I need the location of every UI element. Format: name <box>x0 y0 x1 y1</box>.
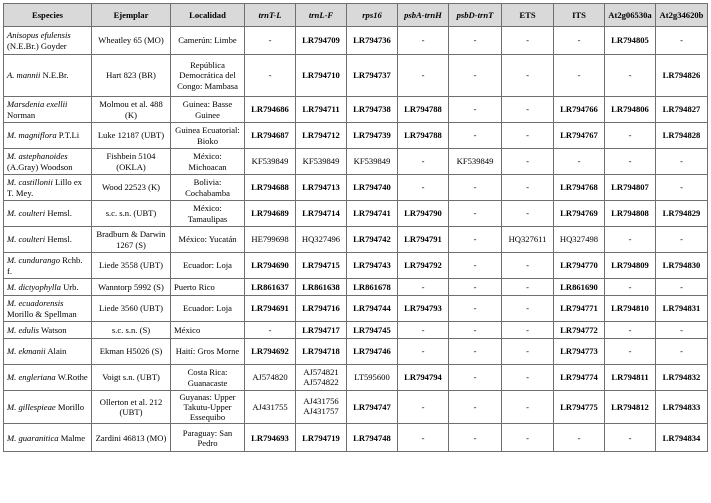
species-author: Hemsl. <box>45 208 72 219</box>
species-author: Malme <box>58 432 86 443</box>
species-name: M. castillonii <box>7 177 53 188</box>
accession-cell: LR794829 <box>656 201 708 227</box>
species-cell <box>4 424 92 452</box>
locality-cell: Bolivia: Cochabamba <box>171 175 245 201</box>
accession-cell: - <box>502 279 554 296</box>
species-cell <box>4 27 92 55</box>
locality-cell: Guinea: Basse Guinee <box>171 97 245 123</box>
species-name: M. ekmanii <box>7 346 46 357</box>
accession-cell: - <box>449 201 502 227</box>
accession-cell: LR794743 <box>347 253 398 279</box>
table-row <box>4 391 708 424</box>
accession-cell: - <box>398 149 449 175</box>
accession-cell: LR794747 <box>347 391 398 424</box>
accession-cell: - <box>502 55 554 97</box>
accession-cell: LR794686 <box>245 97 296 123</box>
table-row <box>4 365 708 391</box>
accession-cell: - <box>502 97 554 123</box>
accession-cell: - <box>449 55 502 97</box>
species-name: Marsdenia exellii <box>7 99 68 110</box>
accession-cell: LR794806 <box>605 97 656 123</box>
accession-cell: - <box>502 339 554 365</box>
accession-cell: LR794739 <box>347 123 398 149</box>
accession-cell: LR794736 <box>347 27 398 55</box>
species-cell <box>4 97 92 123</box>
species-name: M. gillespieae <box>7 402 56 413</box>
accession-cell: LR794794 <box>398 365 449 391</box>
specimen-cell: Wheatley 65 (MO) <box>92 27 171 55</box>
species-author: Watson <box>38 324 67 335</box>
header-at2g34620b: At2g34620b <box>656 4 708 27</box>
accession-cell: LR794788 <box>398 97 449 123</box>
species-name: M. ecuadorensis <box>7 298 64 309</box>
accession-cell: LR794744 <box>347 296 398 322</box>
accession-cell: LR794790 <box>398 201 449 227</box>
accession-cell: - <box>605 149 656 175</box>
accession-cell: LR794738 <box>347 97 398 123</box>
accession-cell: LR794834 <box>656 424 708 452</box>
table-row <box>4 123 708 149</box>
accession-cell: - <box>398 279 449 296</box>
species-name: A. mannii <box>7 70 41 81</box>
species-name: M. magniflora <box>7 130 57 141</box>
accession-cell: LR794714 <box>296 201 347 227</box>
species-cell <box>4 201 92 227</box>
accession-cell: - <box>449 227 502 253</box>
accession-cell: HQ327498 <box>554 227 605 253</box>
species-cell <box>4 253 92 279</box>
accession-cell: - <box>398 424 449 452</box>
accession-cell: LR794771 <box>554 296 605 322</box>
species-cell <box>4 175 92 201</box>
accession-cell: - <box>502 365 554 391</box>
specimen-cell: Fishbein 5104 (OKLA) <box>92 149 171 175</box>
species-author: (N.E.Br.) Goyder <box>7 40 67 51</box>
accession-cell: - <box>502 322 554 339</box>
species-author: (A.Gray) Woodson <box>7 161 73 172</box>
accession-cell: LR794687 <box>245 123 296 149</box>
accession-cell: - <box>449 339 502 365</box>
header-rps16: rps16 <box>347 4 398 27</box>
species-cell <box>4 339 92 365</box>
specimen-cell: Hart 823 (BR) <box>92 55 171 97</box>
table-row <box>4 97 708 123</box>
accession-cell: - <box>398 27 449 55</box>
accession-cell: LR794741 <box>347 201 398 227</box>
accession-cell: - <box>554 149 605 175</box>
species-cell <box>4 227 92 253</box>
species-author: N.E.Br. <box>40 70 69 81</box>
accession-cell: - <box>398 339 449 365</box>
table-row <box>4 296 708 322</box>
specimen-cell: s.c. s.n. (S) <box>92 322 171 339</box>
accession-cell: - <box>656 175 708 201</box>
locality-cell: República Democrática del Congo: Mambasa <box>171 55 245 97</box>
species-author: Lillo ex T. Mey. <box>7 177 82 198</box>
table-row <box>4 55 708 97</box>
accession-cell: LR794812 <box>605 391 656 424</box>
locality-cell: Guyanas: Upper Takutu-Upper Essequibo <box>171 391 245 424</box>
accession-cell: KF539849 <box>347 149 398 175</box>
specimen-cell: Voigt s.n. (UBT) <box>92 365 171 391</box>
accession-cell: LR794712 <box>296 123 347 149</box>
accession-cell: HQ327611 <box>502 227 554 253</box>
accession-cell: - <box>449 365 502 391</box>
accession-cell: LR794810 <box>605 296 656 322</box>
accession-cell: - <box>449 123 502 149</box>
accession-cell: - <box>656 279 708 296</box>
accession-cell: LR794715 <box>296 253 347 279</box>
species-cell <box>4 123 92 149</box>
accession-cell: - <box>502 175 554 201</box>
species-author: Alain <box>45 346 67 357</box>
accession-cell: LR794770 <box>554 253 605 279</box>
accession-cell: - <box>449 424 502 452</box>
accession-cell: LR794693 <box>245 424 296 452</box>
specimen-cell: Liede 3558 (UBT) <box>92 253 171 279</box>
table-row <box>4 149 708 175</box>
specimen-cell: Ollerton et al. 212 (UBT) <box>92 391 171 424</box>
accession-cell: LR794711 <box>296 97 347 123</box>
accession-cell: - <box>656 149 708 175</box>
accession-cell: - <box>605 279 656 296</box>
accession-cell: LR794689 <box>245 201 296 227</box>
accession-cell: LR794830 <box>656 253 708 279</box>
accession-cell: - <box>605 339 656 365</box>
accession-cell: LR794742 <box>347 227 398 253</box>
accession-cell: - <box>449 279 502 296</box>
accession-cell: LR794791 <box>398 227 449 253</box>
accession-cell: LR794793 <box>398 296 449 322</box>
table-row <box>4 227 708 253</box>
accession-cell: LR794826 <box>656 55 708 97</box>
accession-cell: - <box>502 149 554 175</box>
accession-cell: LR794688 <box>245 175 296 201</box>
locality-cell: México: Yucatán <box>171 227 245 253</box>
accession-cell: LR794833 <box>656 391 708 424</box>
accession-cell: AJ431755 <box>245 391 296 424</box>
specimen-cell: s.c. s.n. (UBT) <box>92 201 171 227</box>
table-row <box>4 279 708 296</box>
specimen-cell: Wanntorp 5992 (S) <box>92 279 171 296</box>
accession-cell: - <box>449 322 502 339</box>
specimen-cell: Zardini 46813 (MO) <box>92 424 171 452</box>
header-ejemplar: Ejemplar <box>92 4 171 27</box>
accession-cell: LR794805 <box>605 27 656 55</box>
header-its: ITS <box>554 4 605 27</box>
specimen-cell: Ekman H5026 (S) <box>92 339 171 365</box>
accession-cell: LR794717 <box>296 322 347 339</box>
accession-cell: - <box>398 55 449 97</box>
locality-cell: Puerto Rico <box>171 279 245 296</box>
accession-cell: LR794692 <box>245 339 296 365</box>
accession-cell: KF539849 <box>245 149 296 175</box>
accession-cell: - <box>656 227 708 253</box>
accession-cell: - <box>449 296 502 322</box>
accession-cell: LR794767 <box>554 123 605 149</box>
specimen-cell: Liede 3560 (UBT) <box>92 296 171 322</box>
species-author: Hemsl. <box>45 234 72 245</box>
species-cell <box>4 365 92 391</box>
accession-cell: LR794746 <box>347 339 398 365</box>
accession-cell: LR794690 <box>245 253 296 279</box>
table-row <box>4 424 708 452</box>
accession-cell: AJ574821 AJ574822 <box>296 365 347 391</box>
species-name: M. engleriana <box>7 372 56 383</box>
locality-cell: México: Michoacan <box>171 149 245 175</box>
accession-cell: - <box>449 391 502 424</box>
accession-cell: LR794774 <box>554 365 605 391</box>
accession-cell: - <box>656 27 708 55</box>
accession-cell: - <box>605 227 656 253</box>
locality-cell: Ecuador: Loja <box>171 296 245 322</box>
header-especies: Especies <box>4 4 92 27</box>
header-at2g06530a: At2g06530a <box>605 4 656 27</box>
accession-cell: LR794788 <box>398 123 449 149</box>
accession-cell: - <box>502 296 554 322</box>
table-row <box>4 27 708 55</box>
species-name: M. coulteri <box>7 208 46 219</box>
locality-cell: Ecuador: Loja <box>171 253 245 279</box>
accession-cell: LR861678 <box>347 279 398 296</box>
accession-cell: LR794710 <box>296 55 347 97</box>
accession-cell: HQ327496 <box>296 227 347 253</box>
species-author: Morillo <box>55 402 85 413</box>
accession-cell: AJ574820 <box>245 365 296 391</box>
accession-cell: - <box>656 339 708 365</box>
species-name: M. edulis <box>7 324 39 335</box>
accession-cell: LR794713 <box>296 175 347 201</box>
header-localidad: Localidad <box>171 4 245 27</box>
accession-cell: LT595600 <box>347 365 398 391</box>
header-row <box>4 4 708 27</box>
accession-cell: - <box>449 175 502 201</box>
accession-cell: - <box>502 123 554 149</box>
specimen-table <box>3 3 708 452</box>
accession-cell: - <box>502 27 554 55</box>
specimen-cell: Luke 12187 (UBT) <box>92 123 171 149</box>
accession-cell: LR794809 <box>605 253 656 279</box>
specimen-cell: Molmou et al. 488 (K) <box>92 97 171 123</box>
accession-cell: - <box>554 55 605 97</box>
accession-cell: - <box>245 55 296 97</box>
accession-cell: - <box>554 424 605 452</box>
species-author: P.T.Li <box>56 130 80 141</box>
accession-cell: LR794748 <box>347 424 398 452</box>
accession-cell: LR794772 <box>554 322 605 339</box>
species-cell <box>4 279 92 296</box>
locality-cell: México <box>171 322 245 339</box>
accession-cell: LR794807 <box>605 175 656 201</box>
species-name: M. guaranitica <box>7 432 59 443</box>
species-author: Norman <box>7 109 36 120</box>
specimen-cell: Bradburn & Darwin 1267 (S) <box>92 227 171 253</box>
accession-cell: KF539849 <box>449 149 502 175</box>
accession-cell: LR794709 <box>296 27 347 55</box>
accession-cell: LR794737 <box>347 55 398 97</box>
locality-cell: Guinea Ecuatorial: Bioko <box>171 123 245 149</box>
species-author: Urb. <box>60 281 79 292</box>
accession-cell: KF539849 <box>296 149 347 175</box>
accession-cell: LR861638 <box>296 279 347 296</box>
species-cell <box>4 322 92 339</box>
accession-cell: - <box>245 322 296 339</box>
table-body <box>4 27 708 452</box>
accession-cell: LR794775 <box>554 391 605 424</box>
accession-cell: LR794716 <box>296 296 347 322</box>
accession-cell: LR794718 <box>296 339 347 365</box>
accession-cell: LR794808 <box>605 201 656 227</box>
accession-cell: - <box>398 391 449 424</box>
accession-cell: - <box>605 322 656 339</box>
locality-cell: Paraguay: San Pedro <box>171 424 245 452</box>
accession-cell: - <box>502 391 554 424</box>
species-name: Anisopus efulensis <box>7 30 71 41</box>
header-psbd-trnt: psbD-trnT <box>449 4 502 27</box>
header-psba-trnh: psbA-trnH <box>398 4 449 27</box>
species-cell <box>4 296 92 322</box>
header-ets: ETS <box>502 4 554 27</box>
specimen-cell: Wood 22523 (K) <box>92 175 171 201</box>
accession-cell: LR861690 <box>554 279 605 296</box>
species-name: M. astephanoides <box>7 151 68 162</box>
accession-cell: LR794766 <box>554 97 605 123</box>
accession-cell: - <box>605 123 656 149</box>
accession-cell: LR794792 <box>398 253 449 279</box>
accession-cell: LR794828 <box>656 123 708 149</box>
header-trnl-f: trnL-F <box>296 4 347 27</box>
accession-cell: LR794827 <box>656 97 708 123</box>
table-row <box>4 253 708 279</box>
accession-cell: LR861637 <box>245 279 296 296</box>
accession-cell: - <box>398 322 449 339</box>
accession-cell: LR794773 <box>554 339 605 365</box>
species-name: M. dictyophylla <box>7 281 61 292</box>
accession-cell: - <box>502 201 554 227</box>
accession-cell: - <box>449 253 502 279</box>
accession-cell: - <box>502 253 554 279</box>
accession-cell: - <box>449 27 502 55</box>
locality-cell: Haití: Gros Morne <box>171 339 245 365</box>
accession-cell: AJ431756 AJ431757 <box>296 391 347 424</box>
table-row <box>4 339 708 365</box>
accession-cell: LR794691 <box>245 296 296 322</box>
accession-cell: LR794832 <box>656 365 708 391</box>
accession-cell: - <box>554 27 605 55</box>
accession-cell: LR794745 <box>347 322 398 339</box>
accession-cell: LR794768 <box>554 175 605 201</box>
table-row <box>4 175 708 201</box>
species-author: W.Rothe <box>55 372 88 383</box>
accession-cell: - <box>398 175 449 201</box>
locality-cell: Costa Rica: Guanacaste <box>171 365 245 391</box>
header-trnt-l: trnT-L <box>245 4 296 27</box>
species-cell <box>4 149 92 175</box>
accession-cell: LR794811 <box>605 365 656 391</box>
accession-cell: LR794719 <box>296 424 347 452</box>
accession-cell: - <box>502 424 554 452</box>
accession-cell: - <box>449 97 502 123</box>
table-row <box>4 322 708 339</box>
species-author: Morillo & Spellman <box>7 308 77 319</box>
accession-cell: LR794769 <box>554 201 605 227</box>
accession-cell: - <box>245 27 296 55</box>
accession-cell: - <box>605 55 656 97</box>
species-author: Rchb. f. <box>7 255 83 276</box>
locality-cell: Camerún: Limbe <box>171 27 245 55</box>
accession-cell: HE799698 <box>245 227 296 253</box>
accession-cell: - <box>656 322 708 339</box>
species-cell <box>4 391 92 424</box>
table-row <box>4 201 708 227</box>
species-name: M. cundurango <box>7 255 60 266</box>
accession-cell: LR794831 <box>656 296 708 322</box>
locality-cell: México: Tamaulipas <box>171 201 245 227</box>
accession-cell: LR794740 <box>347 175 398 201</box>
accession-cell: - <box>605 424 656 452</box>
species-name: M. coulteri <box>7 234 46 245</box>
species-cell <box>4 55 92 97</box>
